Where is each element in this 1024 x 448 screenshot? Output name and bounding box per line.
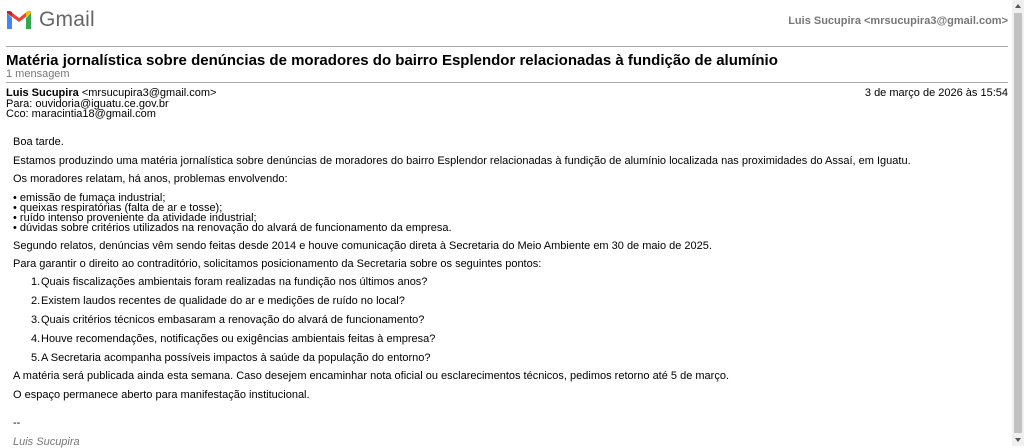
message-count: 1 mensagem [6, 68, 70, 80]
gmail-m-logo-icon [6, 10, 32, 30]
list-item: 5. A Secretaria acompanha possíveis impactos à saúde da população do entorno? [31, 352, 431, 364]
greeting: Boa tarde. [13, 136, 64, 148]
sender-email: <mrsucupira3@gmail.com> [81, 87, 217, 99]
list-item: 3. Quais critérios técnicos embasaram a renovação do alvará de funcionamento? [31, 314, 425, 326]
sender-name: Luis Sucupira [6, 87, 79, 99]
paragraph: Para garantir o direito ao contraditório, solicitamos posicionamento da Secretaria sobre os seguintes pontos: [13, 258, 542, 270]
signature: Luis Sucupira [13, 436, 80, 448]
header [0, 0, 1012, 44]
recipient-bcc: Cco: maracintia18@gmail.com [6, 108, 156, 120]
gmail-logo [6, 9, 95, 31]
app-name: Gmail [39, 8, 95, 31]
paragraph: Estamos produzindo uma matéria jornalística sobre denúncias de moradores do bairro Esplendor relacionadas à fundição de alumínio localizada nas proximidades do Assaí, em Iguatu. [13, 155, 911, 167]
list-item: 1. Quais fiscalizações ambientais foram realizadas na fundição nos últimos anos? [31, 276, 428, 288]
paragraph: A matéria será publicada ainda esta semana. Caso desejem encaminhar nota oficial ou esclarecimentos técnicos, pedimos retorno até 5 de março. [13, 370, 729, 382]
header-divider [6, 46, 1008, 47]
vertical-scrollbar[interactable] [1012, 0, 1024, 446]
message-body [13, 137, 1003, 447]
scroll-down-button[interactable] [1012, 434, 1024, 446]
scroll-thumb[interactable] [1014, 13, 1022, 433]
subject-divider [6, 82, 1008, 83]
recipient-to: Para: ouvidoria@iguatu.ce.gov.br [6, 97, 169, 110]
question-list [13, 277, 1003, 363]
arrow-up-icon [1015, 4, 1021, 8]
message-date: 3 de março de 2026 às 15:54 [864, 87, 1008, 99]
list-item: 2. Existem laudos recentes de qualidade do ar e medições de ruído no local? [31, 295, 405, 307]
paragraph: Segundo relatos, denúncias vêm sendo feitas desde 2014 e houve comunicação direta à Secretaria do Meio Ambiente em 30 de maio de 2025. [13, 240, 712, 252]
list-item: 4. Houve recomendações, notificações ou exigências ambientais feitas à empresa? [31, 333, 436, 345]
bullet-item: • queixas respiratórias (falta de ar e tosse); [13, 202, 223, 214]
signature-separator: -- [13, 417, 21, 429]
sender [6, 88, 1008, 99]
bullet-list [13, 193, 1003, 233]
scroll-up-button[interactable] [1012, 0, 1024, 12]
bullet-item: • emissão de fumaça industrial; [13, 192, 166, 204]
bullet-item: • ruído intenso proveniente da atividade industrial; [13, 212, 257, 224]
paragraph: Os moradores relatam, há anos, problemas envolvendo: [13, 173, 288, 185]
paragraph: O espaço permanece aberto para manifestação institucional. [13, 389, 310, 401]
bullet-item: • dúvidas sobre critérios utilizados na renovação do alvará de funcionamento da empresa. [13, 222, 452, 234]
arrow-down-icon [1015, 438, 1021, 442]
message-header [6, 88, 1008, 120]
account-label: Luis Sucupira <mrsucupira3@gmail.com> [788, 15, 1008, 27]
thread-subject: Matéria jornalística sobre denúncias de moradores do bairro Esplendor relacionadas à fundição de alumínio [6, 52, 778, 69]
